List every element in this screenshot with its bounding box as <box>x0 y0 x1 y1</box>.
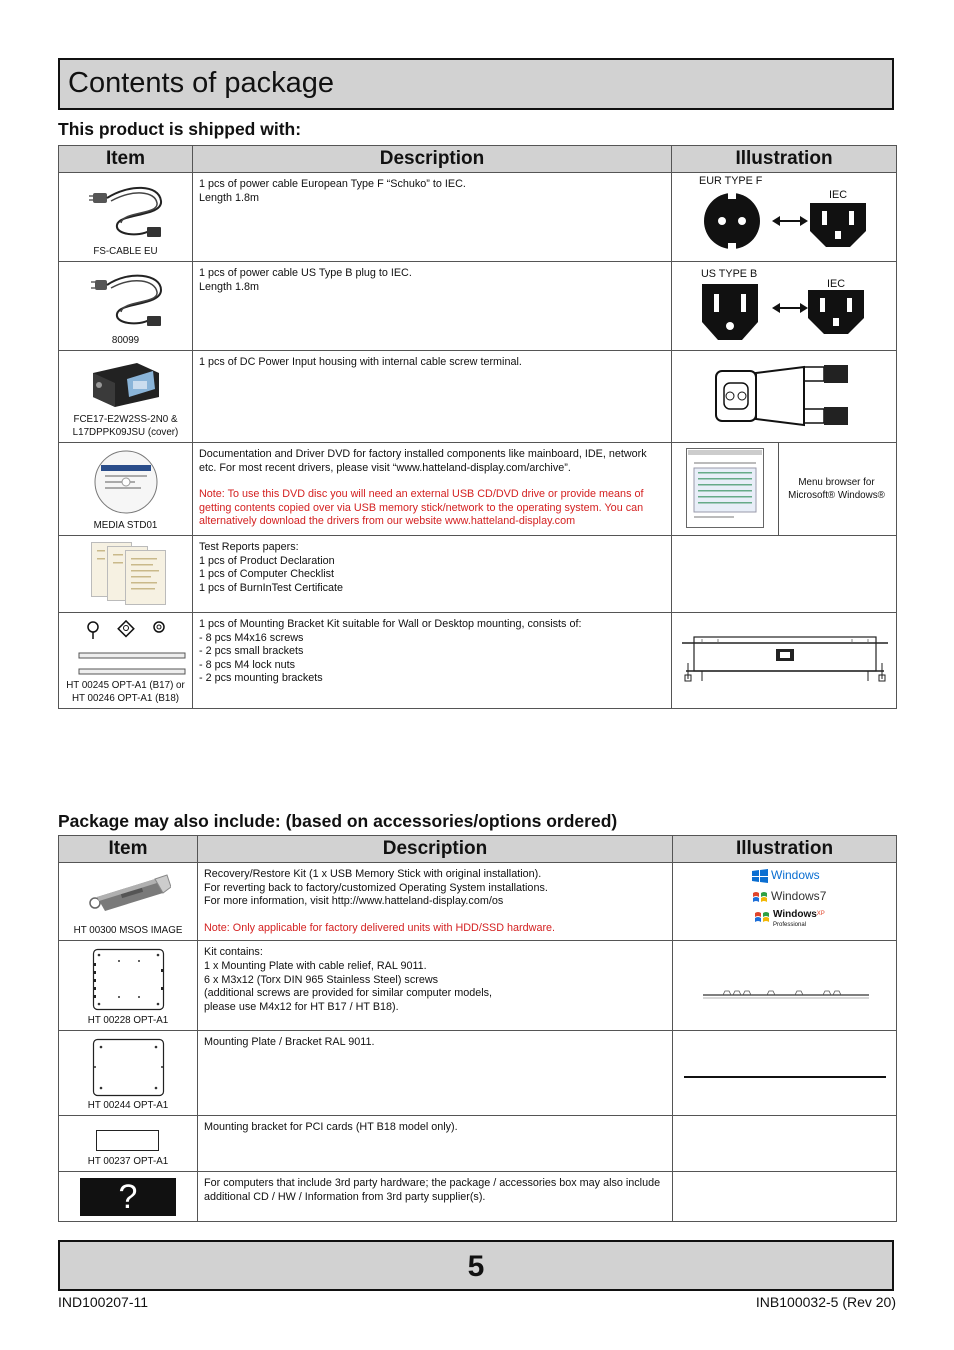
windows-label: Windows <box>771 868 820 883</box>
table-row <box>59 443 897 536</box>
description-line: 1 pcs of DC Power Input housing with internal cable screw terminal. <box>199 356 522 368</box>
illustration-cell <box>672 262 897 351</box>
item-code: HT 00300 MSOS IMAGE <box>73 924 183 936</box>
mounted-unit-drawing-icon <box>682 633 888 689</box>
illustration-cell <box>672 613 897 709</box>
table-row <box>59 863 897 941</box>
shipped-heading: This product is shipped with: <box>58 119 302 139</box>
item-code: HT 00245 OPT-A1 (B17) or HT 00246 OPT-A1 (B18) <box>66 680 185 704</box>
windows-flag-icon <box>752 869 768 883</box>
menu-browser-screenshot-icon <box>686 448 764 528</box>
illustration-cell <box>673 1116 897 1172</box>
illustration-cell <box>673 941 897 1031</box>
description-line: 6 x M3x12 (Torx DIN 965 Stainless Steel) screws <box>204 973 439 986</box>
table-row <box>59 536 897 613</box>
item-cell <box>59 613 193 709</box>
description-line: - 2 pcs mounting brackets <box>199 672 323 685</box>
item-code: HT 00228 OPT-A1 <box>87 1014 169 1026</box>
item-code: 80099 <box>111 334 140 346</box>
description-line: please use M4x12 for HT B17 / HT B18). <box>204 1000 399 1013</box>
table-row <box>59 173 897 262</box>
page-number: 5 <box>467 1250 485 1283</box>
optional-heading: Package may also include: (based on accessories/options ordered) <box>58 811 618 831</box>
optional-header-row <box>59 836 897 863</box>
illustration-cell <box>673 863 897 941</box>
description-line: 1 pcs of Mounting Bracket Kit suitable for Wall or Desktop mounting, consists of: <box>199 618 582 630</box>
description-line: 1 pcs of Computer Checklist <box>199 568 335 581</box>
description-cell <box>193 536 672 613</box>
table-row <box>59 1031 897 1116</box>
description-line: 1 pcs of power cable European Type F “Schuko” to IEC. <box>199 178 466 190</box>
pci-bracket-icon <box>96 1130 160 1152</box>
illustration-cell <box>672 351 897 443</box>
schuko-to-iec-icon <box>702 191 872 253</box>
recovery-note: Note: Only applicable for factory delivered units with HDD/SSD hardware. <box>204 921 556 934</box>
footer-left: IND100207-11 <box>58 1294 149 1310</box>
description-line: - 2 pcs small brackets <box>199 645 304 658</box>
item-code: HT 00237 OPT-A1 <box>87 1155 169 1167</box>
item-cell <box>59 536 193 613</box>
item-cell <box>59 173 193 262</box>
item-cell <box>59 1172 198 1222</box>
item-cell <box>59 1116 198 1172</box>
header-item: Item <box>59 836 198 863</box>
page-title: Contents of package <box>68 67 335 99</box>
dvd-note: Note: To use this DVD disc you will need an external USB CD/DVD drive or provide means of getting contents copied over via USB memory stick/network to the operating system. You can alternatively download the drivers from our website www.hatteland-display.com <box>199 488 644 528</box>
power-cable-icon <box>89 268 169 330</box>
header-illustration: Illustration <box>672 146 897 173</box>
page-number-banner <box>58 1240 894 1291</box>
item-cell <box>59 443 193 536</box>
description-line: - 8 pcs M4x16 screws <box>199 631 304 644</box>
header-description: Description <box>193 146 672 173</box>
item-code: HT 00244 OPT-A1 <box>87 1099 169 1111</box>
description-line: Mounting Plate / Bracket RAL 9011. <box>204 1036 375 1049</box>
table-row <box>59 1116 897 1172</box>
windows-flag-icon <box>752 890 768 904</box>
description-line: 1 x Mounting Plate with cable relief, RAL 9011. <box>204 959 427 972</box>
description-line: For computers that include 3rd party hardware; the package / accessories box may also include additional CD / HW / Information from 3rd party supplier(s). <box>204 1177 661 1203</box>
table-row <box>59 613 897 709</box>
item-cell <box>59 262 193 351</box>
description-cell <box>198 863 673 941</box>
illustration-cell <box>673 1031 897 1116</box>
description-line: Kit contains: <box>204 946 263 959</box>
description-cell <box>193 351 672 443</box>
unknown-item-icon: ? <box>80 1178 176 1216</box>
description-line: Mounting bracket for PCI cards (HT B18 model only). <box>204 1121 458 1134</box>
windows-flag-icon <box>754 910 770 924</box>
dvd-disc-icon <box>93 449 159 515</box>
plate-side-view-icon <box>703 989 869 1001</box>
iec-label: IEC <box>827 278 845 290</box>
description-line: 1 pcs of Product Declaration <box>199 554 335 567</box>
illustration-cell <box>673 1172 897 1222</box>
description-line: - 8 pcs M4 lock nuts <box>199 658 296 671</box>
header-item: Item <box>59 146 193 173</box>
shipped-header-row <box>59 146 897 173</box>
table-row <box>59 262 897 351</box>
us-plug-to-iec-icon <box>702 282 872 344</box>
table-row <box>59 1172 897 1222</box>
description-line: 1 pcs of power cable US Type B plug to IEC. <box>199 267 412 279</box>
item-code: FS-CABLE EU <box>93 245 158 257</box>
table-row <box>59 941 897 1031</box>
professional-label: Professional <box>773 922 807 928</box>
description-line: 1 pcs of BurnInTest Certificate <box>199 581 344 594</box>
dc-connector-drawing-icon <box>714 363 854 429</box>
power-cable-icon <box>89 179 169 241</box>
plug-type-label: US TYPE B <box>701 268 758 280</box>
description-cell <box>193 173 672 262</box>
windows-version-label: 7 <box>819 889 827 904</box>
plug-type-label: EUR TYPE F <box>699 175 763 187</box>
mounting-plate-icon <box>91 1037 167 1099</box>
dc-housing-icon <box>87 359 165 411</box>
windows-xp-logo <box>754 910 825 934</box>
description-cell <box>198 1031 673 1116</box>
description-cell <box>198 1172 673 1222</box>
header-description: Description <box>198 836 673 863</box>
description-line: For more information, visit http://www.hatteland-display.com/os <box>204 895 504 908</box>
description-cell <box>193 443 672 536</box>
menu-browser-caption: Menu browser for Microsoft® Windows® <box>788 477 885 501</box>
description-line: Documentation and Driver DVD for factory installed components like mainboard, IDE, network etc. For most recent drivers, please visit “www.hatteland-display.com/archive”. <box>199 448 647 474</box>
illustration-cell <box>672 443 897 536</box>
description-line: Length 1.8m <box>199 191 260 204</box>
item-cell <box>59 1031 198 1116</box>
table-row <box>59 351 897 443</box>
header-illustration: Illustration <box>673 836 897 863</box>
description-cell <box>198 941 673 1031</box>
test-report-papers-icon <box>91 542 167 606</box>
illustration-cell <box>672 536 897 613</box>
item-cell <box>59 351 193 443</box>
description-cell <box>193 262 672 351</box>
page-title-banner <box>58 58 894 110</box>
bracket-kit-icon <box>65 617 189 683</box>
description-cell <box>198 1116 673 1172</box>
description-line: (additional screws are provided for similar computer models, <box>204 987 493 1000</box>
item-code: MEDIA STD01 <box>93 519 158 531</box>
plate-side-view-icon <box>683 1075 887 1081</box>
windows-label: Windows <box>771 889 820 904</box>
item-cell <box>59 941 198 1031</box>
description-line: Length 1.8m <box>199 280 260 293</box>
item-cell <box>59 863 198 941</box>
optional-table <box>58 835 897 1222</box>
mounting-plate-icon <box>91 947 167 1013</box>
footer-right: INB100032-5 (Rev 20) <box>755 1294 896 1310</box>
shipped-table <box>58 145 897 709</box>
illustration-cell <box>672 173 897 262</box>
windows-8-logo <box>752 869 820 885</box>
windows-7-logo <box>752 890 826 906</box>
description-line: Recovery/Restore Kit (1 x USB Memory Stick with original installation). <box>204 868 542 880</box>
usb-stick-icon <box>87 871 171 913</box>
description-line: For reverting back to factory/customized Operating System installations. <box>204 881 548 894</box>
description-line: Test Reports papers: <box>199 541 299 553</box>
windows-xp-label: XP <box>816 911 825 917</box>
description-cell <box>193 613 672 709</box>
iec-label: IEC <box>829 189 847 201</box>
item-code: FCE17-E2W2SS-2N0 & L17DPPK09JSU (cover) <box>72 414 179 438</box>
windows-label: Windows <box>773 909 817 920</box>
